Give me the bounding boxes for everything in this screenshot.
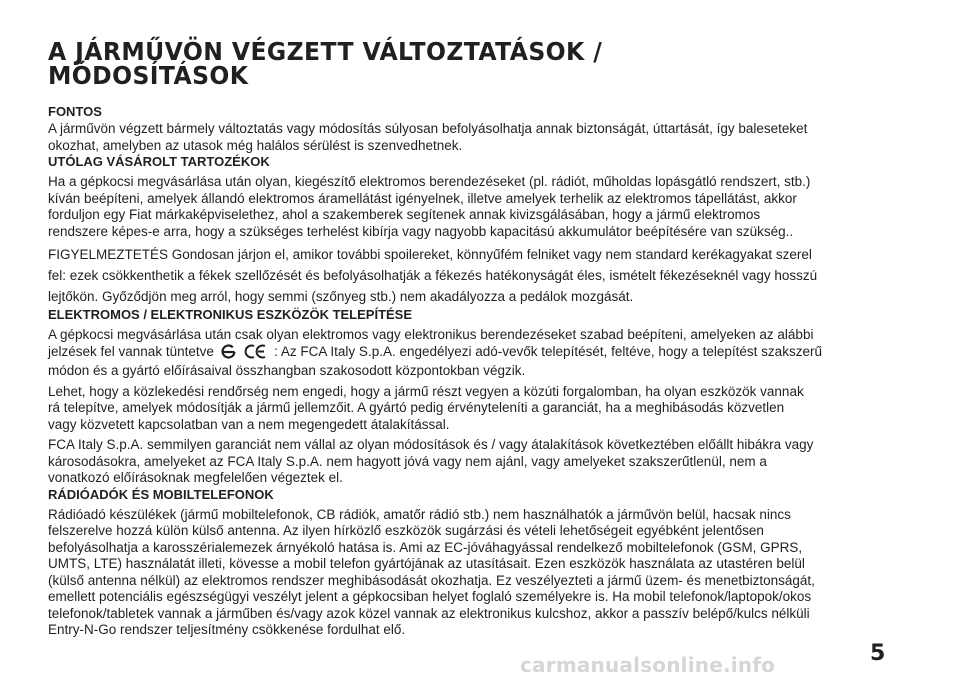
section-fontos <box>48 104 928 154</box>
text-fragment: : Az FCA Italy S.p.A. engedélyezi adó-vevők telepítését, feltéve, hogy a telepítést szakszerű <box>274 343 822 359</box>
page-title-line: MÓDOSÍTÁSOK <box>48 61 249 91</box>
text-line: módon és a gyártó előírásaival összhangban szakosodott központokban végzik. <box>48 363 526 378</box>
text-fragment: jelzések fel vannak tüntetve <box>48 343 214 359</box>
text-line: kíván beépíteni, amelyek állandó elektromos áramellátást igényelnek, illetve amelyek terhelik az elektromos tápellátást, akkor <box>48 190 797 206</box>
text-line <box>48 344 928 364</box>
text-line: Entry-N-Go rendszer teljesítmény csökkenése fordulhat elő. <box>48 622 406 637</box>
paragraph <box>48 507 928 639</box>
section-heading: RÁDIÓADÓK ÉS MOBILTELEFONOK <box>48 486 274 502</box>
page-title-line: A JÁRMŰVÖN VÉGZETT VÁLTOZTATÁSOK / <box>48 36 603 67</box>
section-electronics <box>48 307 928 487</box>
text-line: lejtőkön. Győződjön meg arról, hogy semmi (szőnyeg stb.) nem akadályozza a pedálok mozgását. <box>48 289 634 304</box>
section-radio <box>48 487 928 639</box>
text-line: felszerelve hozzá külön külső antenna. Az ilyen hírközlő eszközök sugárzási és vételi lehetőségeit egyébként jelentősen <box>48 523 764 538</box>
text-line: Ha a gépkocsi megvásárlása után olyan, kiegészítő elektromos berendezéseket (pl. rádiót, műholdas lopásgátló rendszert, stb.) <box>48 174 811 189</box>
page-content <box>48 36 928 639</box>
paragraph <box>48 121 928 154</box>
text-line: (külső antenna nélkül) az elektromos rendszer meghibásodását okozhatja. Ez veszélyezteti a jármű üzem- és menetbiztonságát, <box>48 572 815 588</box>
text-line: rá telepítve, amelyek módosítják a jármű jellemzőit. A gyártó pedig érvényteleníti a garanciát, ha a meghibásodás közvetlen <box>48 400 785 415</box>
text-line: fel: ezek csökkenthetik a fékek szellőzését és befolyásolhatják a fékezés hatékonyságát éles, ismételt fékezéseknél vagy hosszú <box>48 268 818 283</box>
text-line: károsodásokra, amelyeket az FCA Italy S.p.A. nem hagyott jóvá vagy nem ajánl, vagy amelyeket szakszerűtlenül, nem a <box>48 453 767 469</box>
section-heading: FONTOS <box>48 104 102 119</box>
text-line: rendszere képes-e arra, hogy a szükséges terhelést kibírja vagy nagyobb kapacitású akkumulátor beépítésére van szükség.. <box>48 223 794 239</box>
section-heading: UTÓLAG VÁSÁROLT TARTOZÉKOK <box>48 154 270 169</box>
section-accessories <box>48 154 928 307</box>
paragraph <box>48 384 928 434</box>
warning-paragraph <box>48 244 928 307</box>
text-line: A gépkocsi megvásárlása után csak olyan elektromos vagy elektronikus berendezéseket szabad beépíteni, amelyeken az alábbi <box>48 327 814 342</box>
page-number: 5 <box>870 641 886 666</box>
watermark: carmanualsonline.info <box>520 653 776 677</box>
text-line: UMTS, LTE) használatát illeti, kövesse a mobil telefon gyártójának az utasításait. Ezen eszközök használata az utastéren belül <box>48 556 805 571</box>
text-line: telefonok/tabletek vannak a járműben és/vagy azok közel vannak az elektronikus kulcshoz, akkor a passzív belépő/kulcs nélküli <box>48 605 810 621</box>
text-line: FCA Italy S.p.A. semmilyen garanciát nem vállal az olyan módosítások és / vagy átalakítások következtében előállt hibákra vagy <box>48 437 814 452</box>
text-line: A járművön végzett bármely változtatás vagy módosítás súlyosan befolyásolhatja annak biztonságát, úttartását, így baleseteket <box>48 121 808 136</box>
text-line: FIGYELMEZTETÉS Gondosan járjon el, amikor további spoilereket, könnyűfém felniket vagy nem standard kerékagyakat szerel <box>48 247 812 262</box>
paragraph <box>48 437 928 487</box>
text-line: befolyásolhatja a karosszérialemezek árnyékoló hatása is. Ami az EC-jóváhagyással rendelkező mobiltelefonok (GSM, GPRS, <box>48 539 803 555</box>
text-line: forduljon egy Fiat márkaképviselethez, ahol a szakemberek segítenek annak kivizsgálásában, hogy a jármű elektromos <box>48 207 761 222</box>
e-mark-icon <box>220 344 237 364</box>
text-line: vonatkozó előírásoknak megfelelően végeztek el. <box>48 470 343 485</box>
paragraph <box>48 174 928 240</box>
text-line: Rádióadó készülékek (jármű mobiltelefonok, CB rádiók, amatőr rádió stb.) nem használhatók a járművön belül, hacsak nincs <box>48 506 791 522</box>
section-heading: ELEKTROMOS / ELEKTRONIKUS ESZKÖZÖK TELEPÍTÉSE <box>48 307 413 322</box>
text-line: vagy közvetett kapcsolatban van a nem megengedett átalakítással. <box>48 416 450 432</box>
text-line: okozhat, amelyben az utasok még halálos sérülést is szenvedhetnek. <box>48 137 463 153</box>
ce-mark-icon <box>244 344 268 364</box>
text-line: Lehet, hogy a közlekedési rendőrség nem engedi, hogy a jármű részt vegyen a közúti forgalomban, ha olyan eszközök vannak <box>48 383 804 399</box>
paragraph <box>48 327 928 380</box>
text-line: emellett potenciális egészségügyi veszélyt jelent a gépkocsiban helyet foglaló személyekre is. Ha mobil telefonok/laptopok/okos <box>48 589 812 604</box>
page-title <box>48 36 928 91</box>
